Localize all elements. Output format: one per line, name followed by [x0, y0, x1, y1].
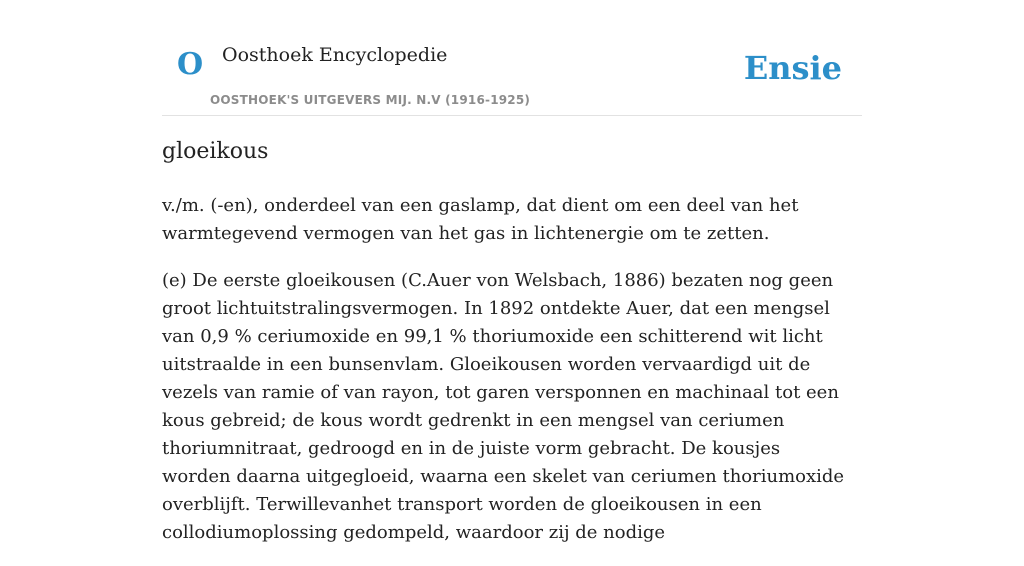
entry-paragraph: v./m. (-en), onderdeel van een gaslamp, dat dient om een deel van het warmtegevend vermogen van het gas in lichtenergie om te zetten. [162, 195, 799, 244]
entry-paragraph: (e) De eerste gloeikousen (C.Auer von Welsbach, 1886) bezaten nog geen groot lichtuitstralingsvermogen. In 1892 ontdekte Auer, dat een mengsel van 0,9 % ceriumoxide en 99,1 % thoriumoxide een schitterend wit licht uitstraalde in een bunsenvlam. Gloeikousen worden vervaardigd uit de vezels van ramie of van rayon, tot garen versponnen en machinaal tot een kous gebreid; de kous wordt gedrenkt in een mengsel van ceriumen thoriumnitraat, gedroogd en in de juiste vorm gebracht. De kousjes worden daarna uitgegloeid, waarna een skelet van ceriumen thoriumoxide overblijft. Terwillevanhet transport worden de gloeikousen in een collodiumoplossing gedompeld, waardoor zij de nodige [162, 270, 845, 543]
source-header [162, 0, 862, 116]
source-initial: O [177, 47, 204, 82]
source-title-link[interactable]: Oosthoek Encyclopedie [222, 44, 448, 66]
source-publisher: OOSTHOEK'S UITGEVERS MIJ. N.V (1916-1925) [210, 93, 531, 107]
entry-body [162, 192, 852, 566]
page [162, 0, 862, 543]
entry-title: gloeikous [162, 139, 269, 164]
ensie-logo-link[interactable]: Ensie [743, 49, 842, 87]
